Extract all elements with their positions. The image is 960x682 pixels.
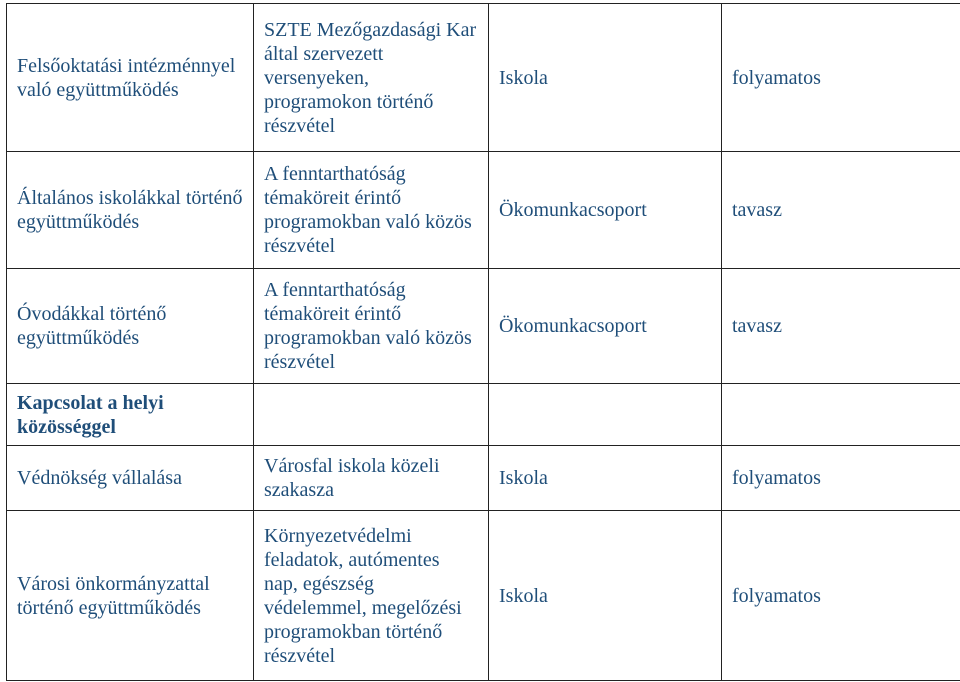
responsible-cell bbox=[489, 384, 722, 446]
responsible-cell bbox=[489, 269, 722, 384]
activity-text: Általános iskolákkal történő együttműködés bbox=[17, 187, 243, 233]
detail-text: Környezetvédelmi feladatok, autómentes nap, egészség védelemmel, megelőzési programokban történő részvétel bbox=[264, 524, 462, 667]
table-row bbox=[7, 511, 960, 681]
activity-cell bbox=[7, 446, 254, 511]
deadline-cell bbox=[722, 269, 960, 384]
responsible-cell bbox=[489, 446, 722, 511]
responsible-cell bbox=[489, 152, 722, 269]
activity-text: Védnökség vállalása bbox=[17, 467, 182, 489]
deadline-cell bbox=[722, 384, 960, 446]
detail-text: A fenntarthatóság témaköreit érintő programokban való közös részvétel bbox=[264, 163, 472, 257]
deadline-text: folyamatos bbox=[732, 66, 821, 89]
responsible-cell bbox=[489, 511, 722, 681]
deadline-cell bbox=[722, 511, 960, 681]
responsible-text: Ökomunkacsoport bbox=[499, 199, 647, 221]
responsible-cell bbox=[489, 4, 722, 152]
detail-cell bbox=[254, 152, 489, 269]
deadline-cell bbox=[722, 4, 960, 152]
deadline-text: folyamatos bbox=[732, 467, 821, 489]
deadline-cell bbox=[722, 152, 960, 269]
activity-text: Városi önkormányzattal történő együttműködés bbox=[17, 572, 210, 619]
table-row bbox=[7, 4, 960, 152]
deadline-cell bbox=[722, 446, 960, 511]
detail-text: SZTE Mezőgazdasági Kar által szervezett versenyeken, programokon történő részvétel bbox=[264, 18, 477, 137]
activity-cell bbox=[7, 269, 254, 384]
activity-text: Felsőoktatási intézménnyel való együttműködés bbox=[17, 54, 236, 101]
detail-cell bbox=[254, 4, 489, 152]
activity-table bbox=[6, 3, 960, 681]
section-heading-cell bbox=[7, 384, 254, 446]
responsible-text: Ökomunkacsoport bbox=[499, 315, 647, 337]
detail-text: Városfal iskola közeli szakasza bbox=[264, 455, 440, 501]
table-row bbox=[7, 269, 960, 384]
detail-text: A fenntarthatóság témaköreit érintő programokban való közös részvétel bbox=[264, 279, 472, 373]
detail-cell bbox=[254, 446, 489, 511]
activity-cell bbox=[7, 152, 254, 269]
activity-cell bbox=[7, 511, 254, 681]
activity-cell bbox=[7, 4, 254, 152]
detail-cell bbox=[254, 384, 489, 446]
table-row bbox=[7, 152, 960, 269]
deadline-text: tavasz bbox=[732, 315, 782, 337]
responsible-text: Iskola bbox=[499, 467, 548, 489]
deadline-text: folyamatos bbox=[732, 584, 821, 607]
table-row bbox=[7, 446, 960, 511]
deadline-text: tavasz bbox=[732, 199, 782, 221]
responsible-text: Iskola bbox=[499, 584, 548, 607]
detail-cell bbox=[254, 269, 489, 384]
activity-text: Óvodákkal történő együttműködés bbox=[17, 303, 167, 349]
table-row bbox=[7, 384, 960, 446]
section-heading: Kapcsolat a helyi közösséggel bbox=[17, 391, 164, 438]
detail-cell bbox=[254, 511, 489, 681]
responsible-text: Iskola bbox=[499, 66, 548, 89]
